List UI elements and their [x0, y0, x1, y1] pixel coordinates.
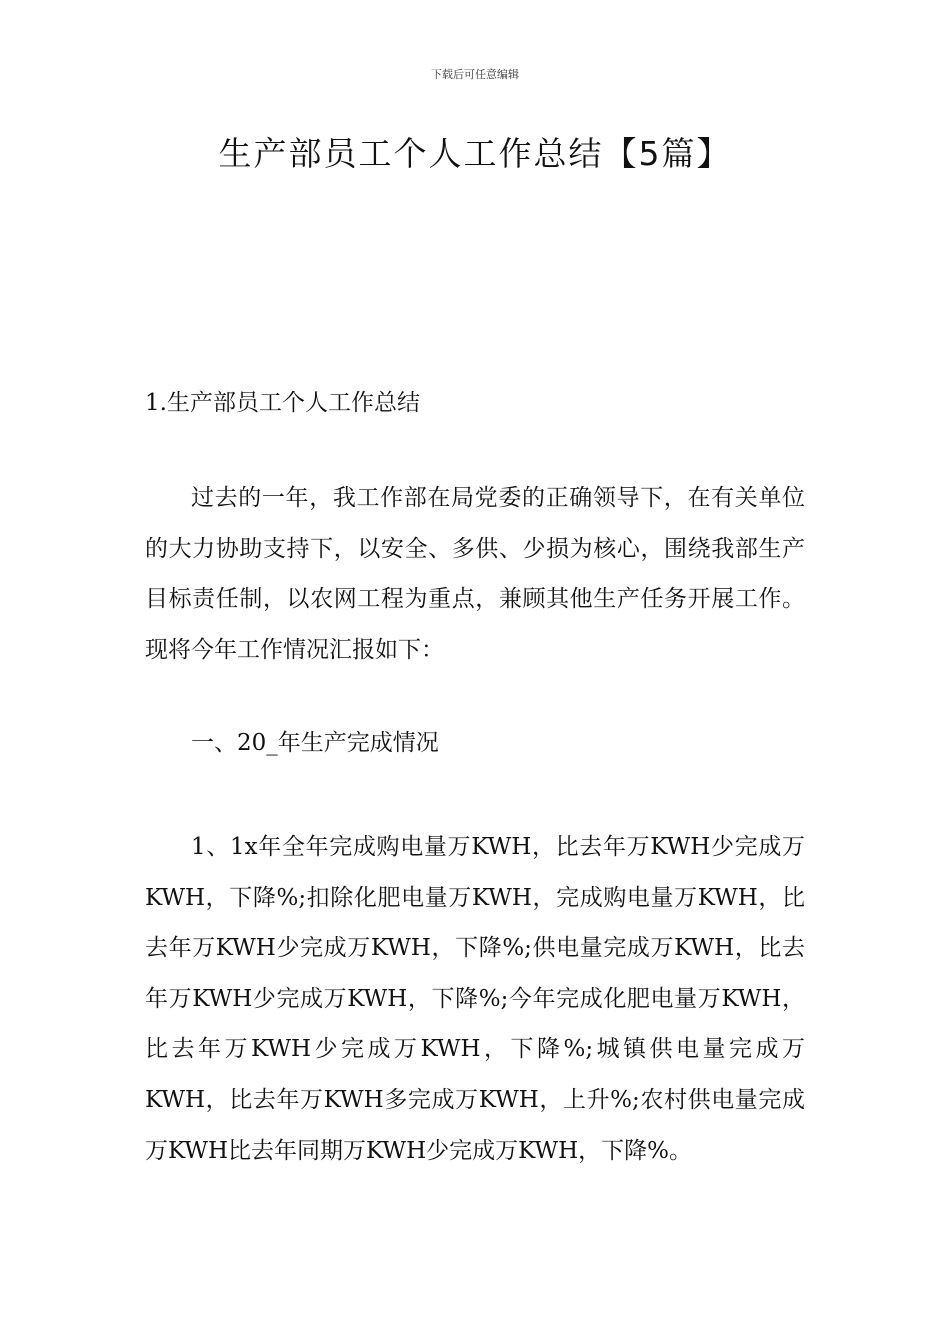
paragraph-intro: 过去的一年，我工作部在局党委的正确领导下，在有关单位的大力协助支持下，以安全、多供、少损为核心，围绕我部生产目标责任制，以农网工程为重点，兼顾其他生产任务开展工作。现将今年工作情况汇报如下：	[145, 485, 805, 663]
subheading: 一、20_年生产完成情况	[191, 730, 439, 756]
header-note: 下载后可任意编辑	[431, 68, 519, 81]
document-title: 生产部员工个人工作总结【5篇】	[218, 134, 732, 173]
section-heading: 1.生产部员工个人工作总结	[145, 390, 420, 416]
paragraph-data: 1、1x年全年完成购电量万KWH，比去年万KWH少完成万KWH，下降%;扣除化肥电量万KWH，完成购电量万KWH，比去年万KWH少完成万KWH，下降%;供电量完成万KWH，比去年万KWH少完成万KWH，下降%;今年完成化肥电量万KWH，比去年万KWH少完成万KWH，下降%;城镇供电量完成万KWH，比去年万KWH多完成万KWH，上升%;农村供电量完成万KWH比去年同期万KWH少完成万KWH，下降%。	[145, 834, 805, 1164]
